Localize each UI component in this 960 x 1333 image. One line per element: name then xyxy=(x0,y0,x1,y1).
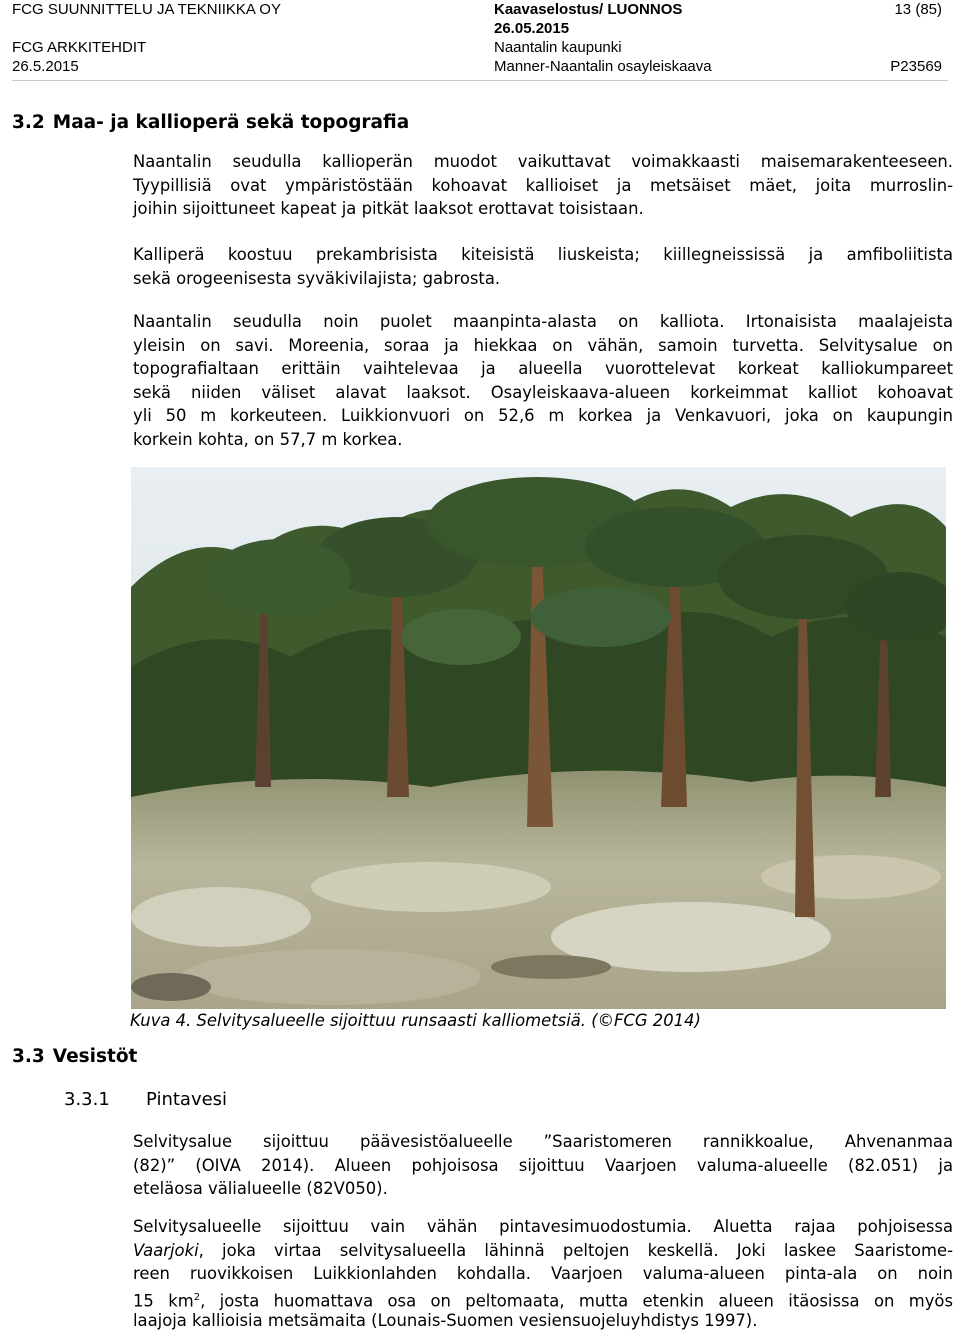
text-line: sekä orogeenisesta syväkivilajista; gabrosta. xyxy=(133,268,501,288)
text-fragment: , joka virtaa selvitysalueella lähinnä peltojen keskellä. Joki laskee Saaristome- xyxy=(198,1240,953,1260)
text-line: (82)” (OIVA 2014). Alueen pohjoisosa sijoittuu Vaarjoen valuma-alueelle (82.051) ja xyxy=(133,1155,953,1175)
text-fragment: 15 km xyxy=(133,1291,194,1311)
figure-caption: Kuva 4. Selvitysalueelle sijoittuu runsaasti kalliometsiä. (©FCG 2014) xyxy=(130,1011,701,1030)
section-number: 3.3 xyxy=(12,1046,45,1067)
header-doc-date: 26.05.2015 xyxy=(494,20,570,37)
header-project: Manner-Naantalin osayleiskaava xyxy=(494,58,712,75)
paragraph-landscape xyxy=(133,150,953,221)
text-line: Tyypillisiä ovat ympäristöstään kohoavat kallioiset ja metsäiset mäet, joita murroslin- xyxy=(133,175,953,195)
text-line: topografialtaan erittäin vaihtelevaa ja alueella vuorottelevat korkeat kalliokumpareet xyxy=(133,359,953,379)
text-line: yleisin on savi. Moreenia, soraa ja hiekkaa on vähän, samoin turvetta. Selvitysalue on xyxy=(133,335,953,355)
header-client: Naantalin kaupunki xyxy=(494,39,622,56)
header-blank-r1 xyxy=(880,19,942,38)
forest-photo xyxy=(131,467,946,1009)
text-line: yli 50 m korkeuteen. Luikkionvuori on 52,6 m korkea ja Venkavuori, joka on kaupungin xyxy=(133,406,953,426)
river-name: Vaarjoki xyxy=(133,1240,199,1260)
paragraph-surface-waters xyxy=(133,1215,953,1333)
text-line: Selvitysalue sijoittuu päävesistöalueelle ”Saaristomeren rannikkoalue, Ahvenanmaa xyxy=(133,1132,953,1151)
paragraph-topography xyxy=(133,310,953,452)
subsection-title: Pintavesi xyxy=(146,1089,228,1110)
text-line: eteläosa välialueelle (82V050). xyxy=(133,1179,388,1199)
subsection-number: 3.3.1 xyxy=(64,1089,110,1110)
text-line: korkein kohta, on 57,7 m korkea. xyxy=(133,429,403,449)
header-date: 26.5.2015 xyxy=(12,58,79,75)
text-line xyxy=(133,1239,953,1263)
text-line xyxy=(133,1286,953,1310)
header-company: FCG SUUNNITTELU JA TEKNIIKKA OY xyxy=(12,1,281,18)
section-heading-3-2 xyxy=(12,112,409,133)
superscript: 2 xyxy=(193,1291,201,1303)
subsection-heading-3-3-1 xyxy=(64,1089,228,1110)
header-divider xyxy=(12,80,948,81)
text-fragment: , josta huomattava osa on peltomaata, mutta etenkin alueen itäosissa on myös xyxy=(200,1291,953,1311)
header-middle xyxy=(494,0,712,76)
header-page-number: 13 (85) xyxy=(894,1,942,18)
header-blank-r2 xyxy=(880,38,942,57)
header-right xyxy=(880,0,942,76)
section-number: 3.2 xyxy=(12,112,45,133)
text-line: Kalliperä koostuu prekambrisista kiteisistä liuskeista; kiillegneississä ja amfiboliitista xyxy=(133,245,953,264)
header-doc-type: Kaavaselostus/ LUONNOS xyxy=(494,1,683,18)
text-line: joihin sijoittuneet kapeat ja pitkät laaksot erottavat toisistaan. xyxy=(133,199,644,219)
text-line: sekä niiden väliset alavat laaksot. Osayleiskaava-alueen korkeimmat kalliot kohoavat xyxy=(133,382,953,402)
text-line: Selvitysalueelle sijoittuu vain vähän pintavesimuodostumia. Aluetta rajaa pohjoisessa xyxy=(133,1217,953,1236)
header-blank xyxy=(12,19,281,38)
text-line: laajoja kallioisia metsämaita (Lounais-Suomen vesiensuojeluyhdistys 1997). xyxy=(133,1311,758,1331)
header-project-code: P23569 xyxy=(890,58,942,75)
section-heading-3-3 xyxy=(12,1046,137,1067)
header-unit: FCG ARKKITEHDIT xyxy=(12,39,147,56)
text-line: reen ruovikkoisen Luikkionlahden kohdalla. Vaarjoen valuma-alueen pinta-ala on noin xyxy=(133,1264,953,1284)
section-title: Vesistöt xyxy=(52,1046,138,1067)
header-left xyxy=(12,0,281,76)
paragraph-catchment xyxy=(133,1130,953,1201)
section-title: Maa- ja kallioperä sekä topografia xyxy=(52,112,410,133)
text-line: Naantalin seudulla noin puolet maanpinta-alasta on kalliota. Irtonaisista maalajeista xyxy=(133,312,953,331)
text-line: Naantalin seudulla kallioperän muodot vaikuttavat voimakkaasti maisemarakenteeseen. xyxy=(133,152,953,171)
paragraph-bedrock xyxy=(133,243,953,290)
